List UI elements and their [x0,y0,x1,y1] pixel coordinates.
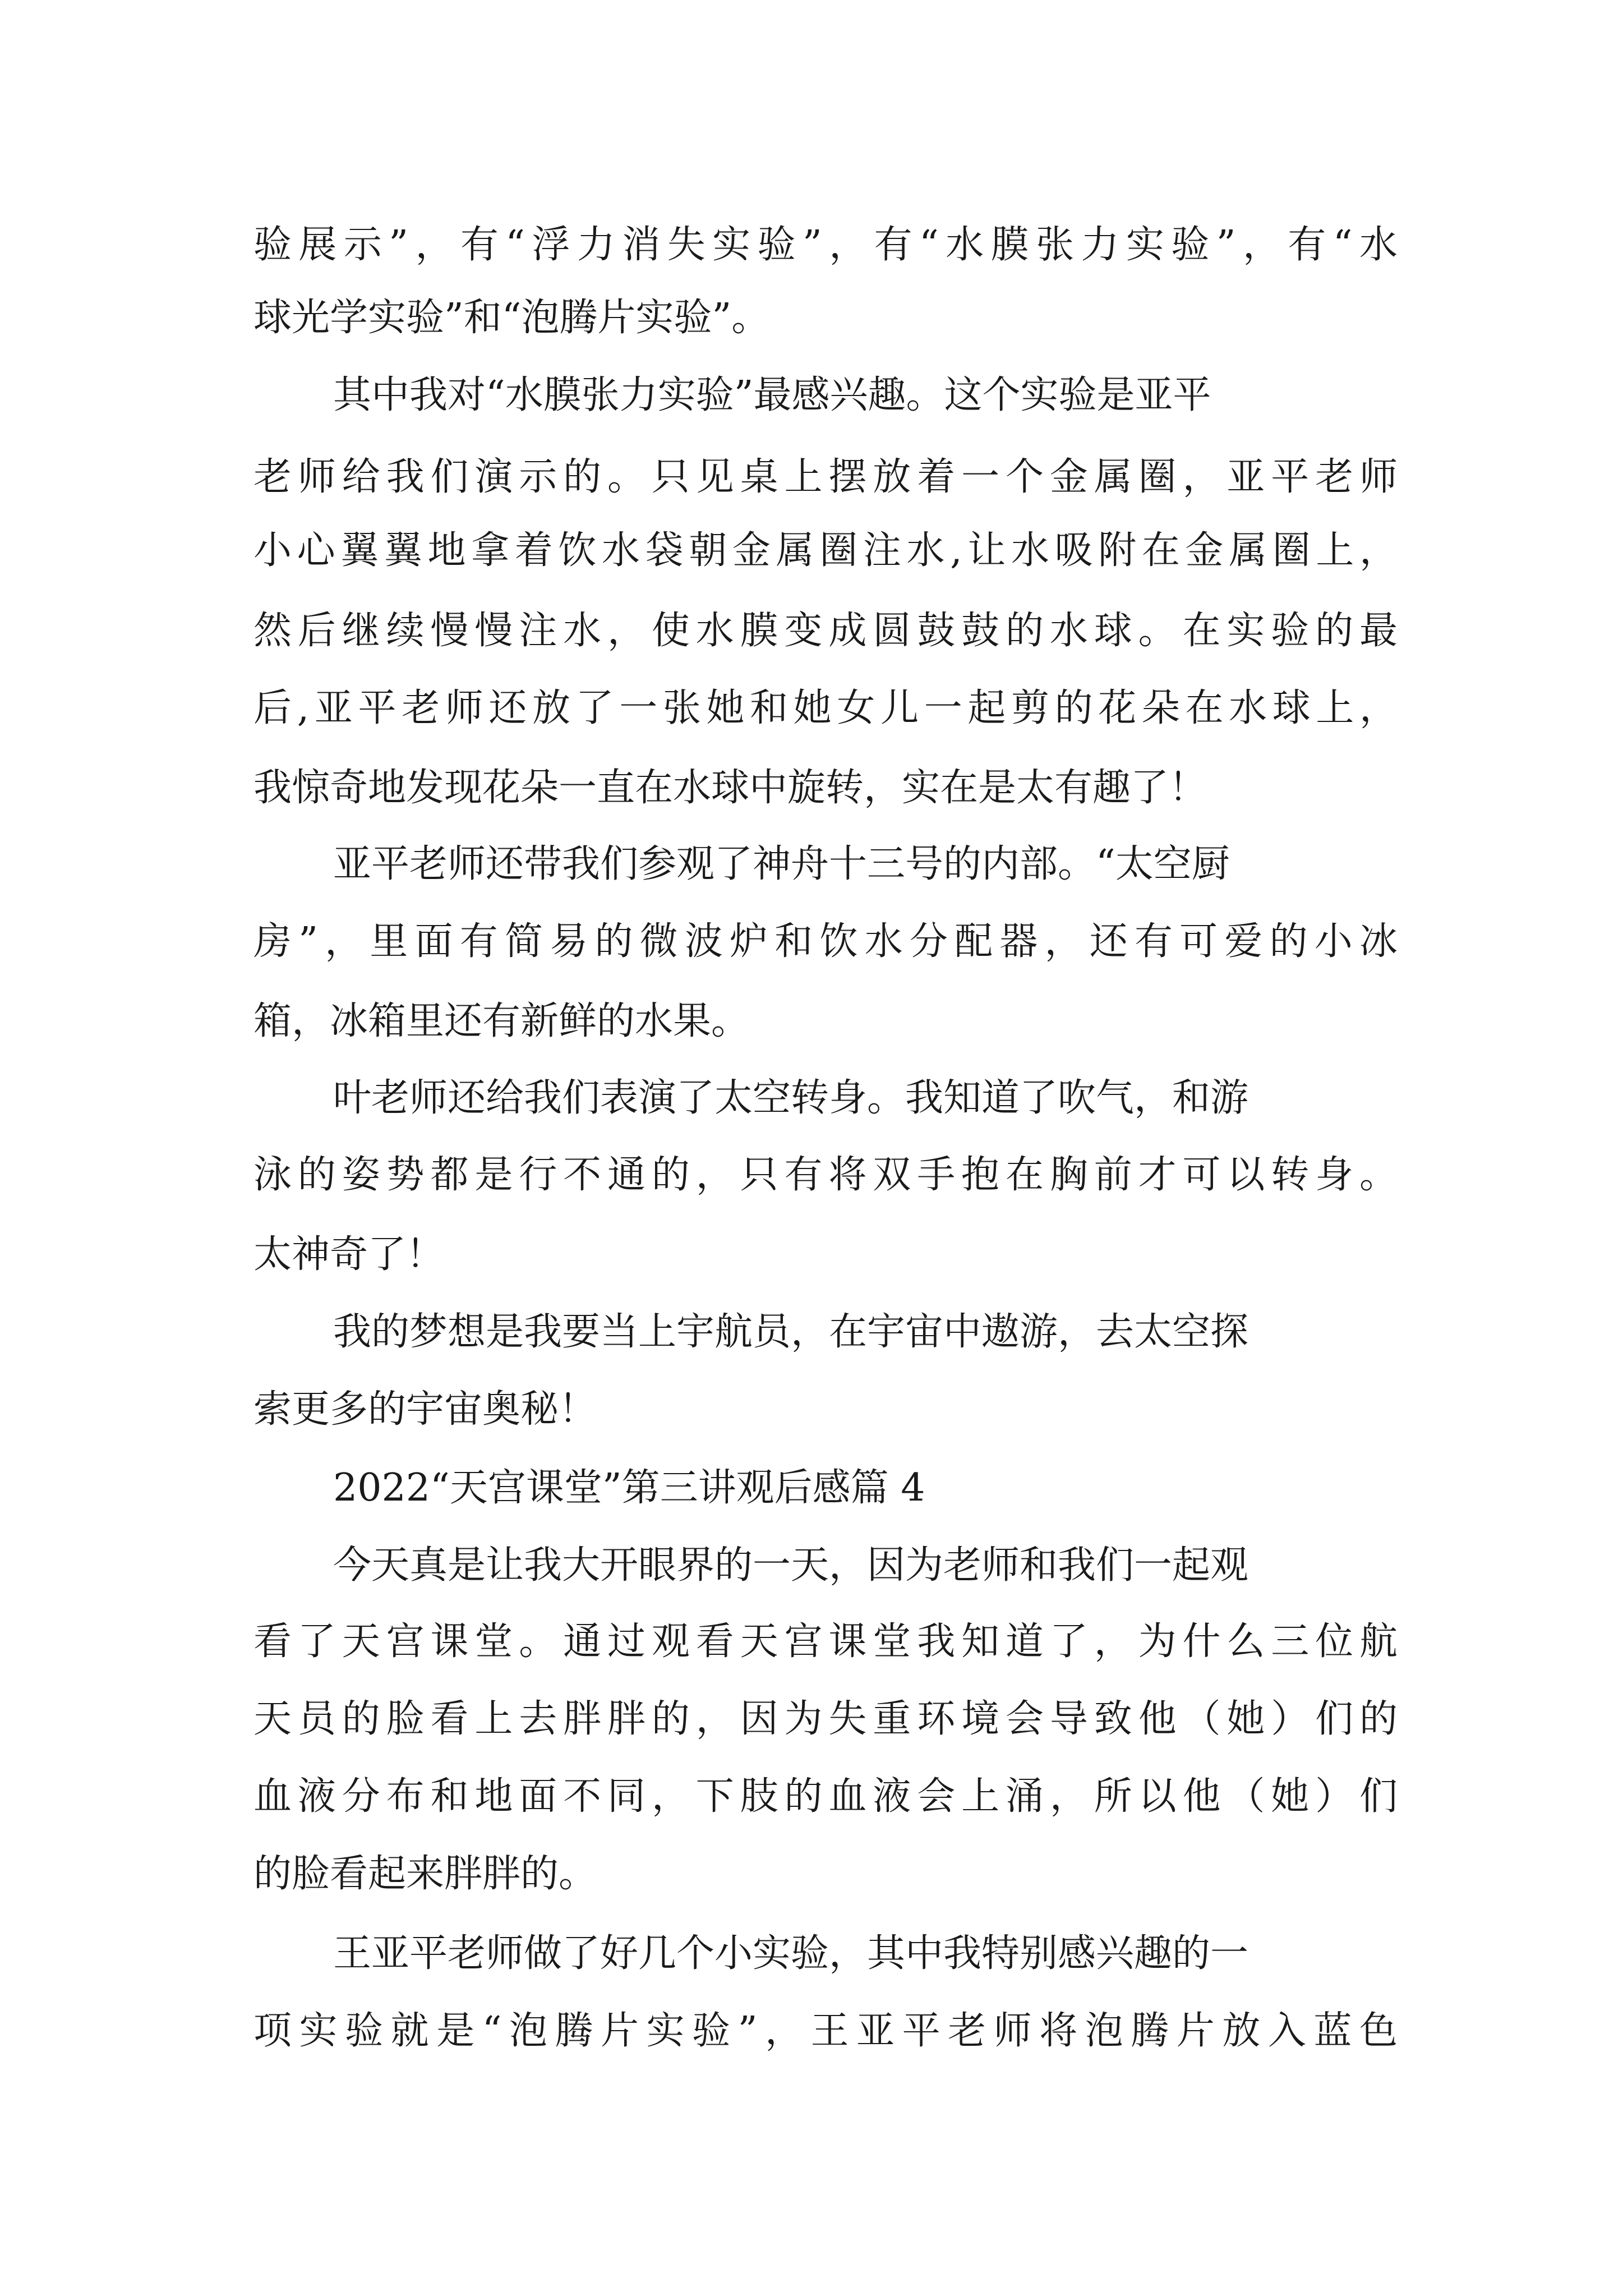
text-line: 小心翼翼地拿着饮水袋朝金属圈注水,让水吸附在金属圈上， [253,528,1398,573]
text-line: 老师给我们演示的。只见桌上摆放着一个金属圈，亚平老师 [253,455,1398,499]
text-line: 我惊奇地发现花朵一直在水球中旋转，实在是太有趣了！ [253,766,1207,810]
text-line: 箱，冰箱里还有新鲜的水果。 [253,999,750,1043]
text-line: 索更多的宇宙奥秘！ [253,1387,597,1432]
text-line: 验展示”，有“浮力消失实验”，有“水膜张力实验”，有“水 [253,223,1398,267]
paragraph-first-line: 叶老师还给我们表演了太空转身。我知道了吹气，和游 [333,1076,1249,1120]
text-line: 后,亚平老师还放了一张她和她女儿一起剪的花朵在水球上， [253,686,1398,730]
paragraph-first-line: 亚平老师还带我们参观了神舟十三号的内部。“太空厨 [333,842,1230,886]
text-line: 天员的脸看上去胖胖的，因为失重环境会导致他（她）们的 [253,1697,1398,1741]
text-line: 看了天宫课堂。通过观看天宫课堂我知道了，为什么三位航 [253,1619,1398,1664]
paragraph-first-line: 我的梦想是我要当上宇航员，在宇宙中遨游，去太空探 [333,1310,1249,1354]
text-line: 泳的姿势都是行不通的，只有将双手抱在胸前才可以转身。 [253,1153,1398,1197]
text-line: 球光学实验”和“泡腾片实验”。 [253,296,770,340]
text-line: 房”，里面有简易的微波炉和饮水分配器，还有可爱的小冰 [253,919,1398,964]
paragraph-first-line: 今天真是让我大开眼界的一天，因为老师和我们一起观 [333,1543,1249,1588]
text-line: 然后继续慢慢注水，使水膜变成圆鼓鼓的水球。在实验的最 [253,609,1398,653]
section-heading: 2022“天宫课堂”第三讲观后感篇 4 [333,1466,925,1510]
text-line: 太神奇了！ [253,1232,445,1277]
text-line: 项实验就是“泡腾片实验”，王亚平老师将泡腾片放入蓝色 [253,2009,1398,2053]
paragraph-first-line: 王亚平老师做了好几个小实验，其中我特别感兴趣的一 [333,1931,1249,1976]
text-line: 的脸看起来胖胖的。 [253,1852,597,1896]
text-line: 血液分布和地面不同，下肢的血液会上涌，所以他（她）们 [253,1774,1398,1819]
paragraph-first-line: 其中我对“水膜张力实验”最感兴趣。这个实验是亚平 [333,373,1211,417]
